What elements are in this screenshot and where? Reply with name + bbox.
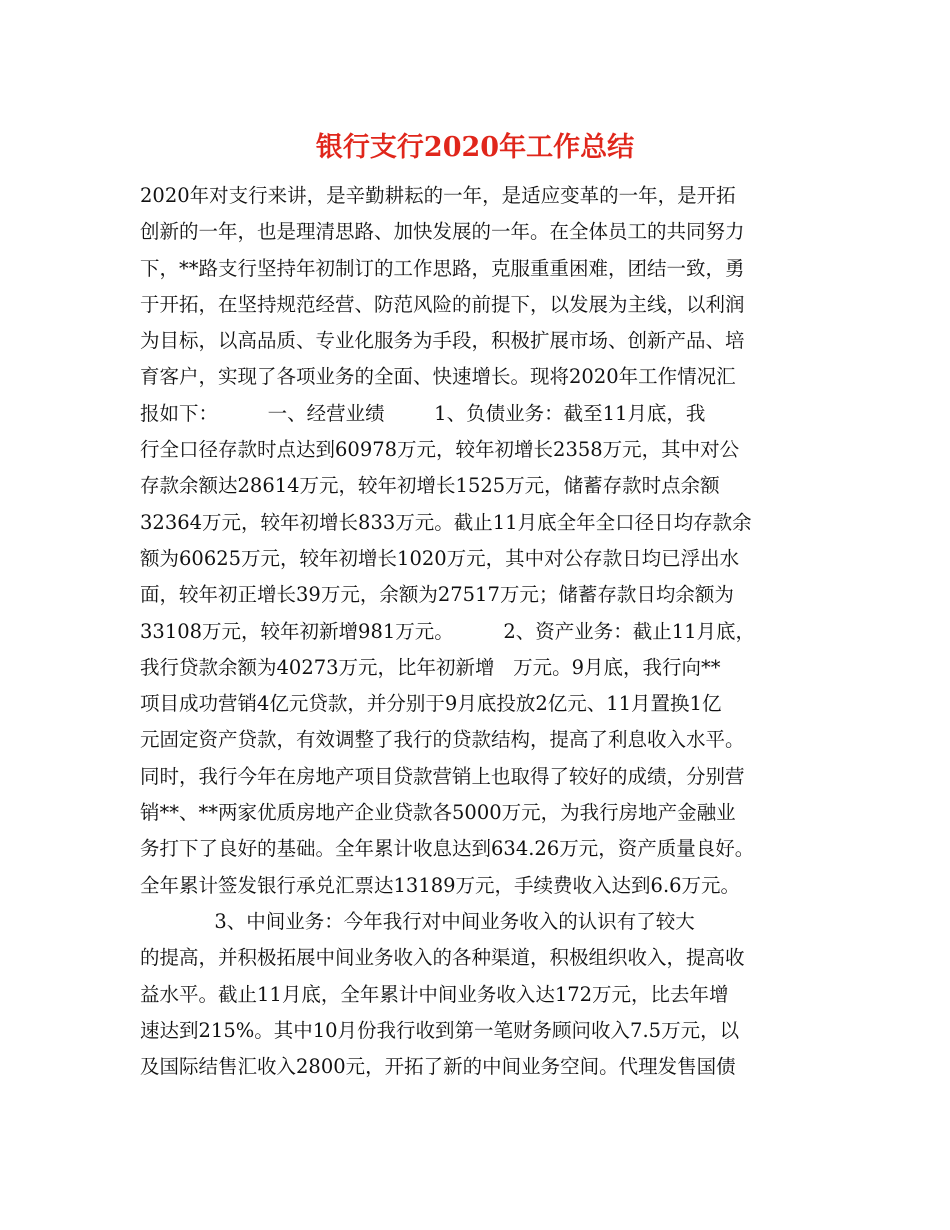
body-line: 速达到215%。其中10月份我行收到第一笔财务顾问收入7.5万元，以 [140, 1018, 740, 1042]
document-title: 银行支行2020年工作总结 [315, 132, 635, 163]
body-line: 下，**路支行坚持年初制订的工作思路，克服重重困难，团结一致，勇 [140, 256, 745, 280]
body-line: 存款余额达28614万元，较年初增长1525万元，储蓄存款时点余额 [140, 474, 720, 498]
body-line: 及国际结售汇收入2800元，开拓了新的中间业务空间。代理发售国债 [140, 1055, 736, 1079]
body-line: 3、中间业务：今年我行对中间业务收入的认识有了较大 [140, 909, 695, 933]
body-line: 元固定资产贷款，有效调整了我行的贷款结构，提高了利息收入水平。 [140, 728, 745, 752]
body-line: 32364万元，较年初增长833万元。截止11月底全年全口径日均存款余 [140, 510, 752, 534]
body-line: 报如下： 一、经营业绩 1、负债业务：截至11月底，我 [140, 401, 706, 425]
body-line: 创新的一年，也是理清思路、加快发展的一年。在全体员工的共同努力 [140, 220, 745, 244]
body-line: 全年累计签发银行承兑汇票达13189万元，手续费收入达到6.6万元。 [140, 873, 741, 897]
body-line: 33108万元，较年初新增981万元。 2、资产业务：截止11月底， [140, 619, 756, 643]
body-line: 育客户，实现了各项业务的全面、快速增长。现将2020年工作情况汇 [140, 365, 736, 389]
body-line: 项目成功营销4亿元贷款，并分别于9月底投放2亿元、11月置换1亿 [140, 692, 722, 716]
body-line: 销**、**两家优质房地产企业贷款各5000万元，为我行房地产金融业 [140, 801, 736, 825]
body-line: 行全口径存款时点达到60978万元，较年初增长2358万元，其中对公 [140, 438, 740, 462]
body-line: 我行贷款余额为40273万元，比年初新增 万元。9月底，我行向** [140, 655, 721, 679]
body-line: 为目标，以高品质、专业化服务为手段，积极扩展市场、创新产品、培 [140, 329, 745, 353]
body-line: 2020年对支行来讲，是辛勤耕耘的一年，是适应变革的一年，是开拓 [140, 184, 736, 207]
body-line: 的提高，并积极拓展中间业务收入的各种渠道，积极组织收入，提高收 [140, 946, 745, 970]
document-body [140, 178, 830, 1085]
body-line: 同时，我行今年在房地产项目贷款营销上也取得了较好的成绩，分别营 [140, 764, 745, 788]
body-line: 务打下了良好的基础。全年累计收息达到634.26万元，资产质量良好。 [140, 837, 755, 861]
body-line: 益水平。截止11月底，全年累计中间业务收入达172万元，比去年增 [140, 982, 729, 1006]
body-line: 额为60625万元，较年初增长1020万元，其中对公存款日均已浮出水 [140, 546, 740, 570]
body-line: 面，较年初正增长39万元，余额为27517万元；储蓄存款日均余额为 [140, 583, 734, 607]
body-line: 于开拓，在坚持规范经营、防范风险的前提下，以发展为主线，以利润 [140, 292, 745, 316]
